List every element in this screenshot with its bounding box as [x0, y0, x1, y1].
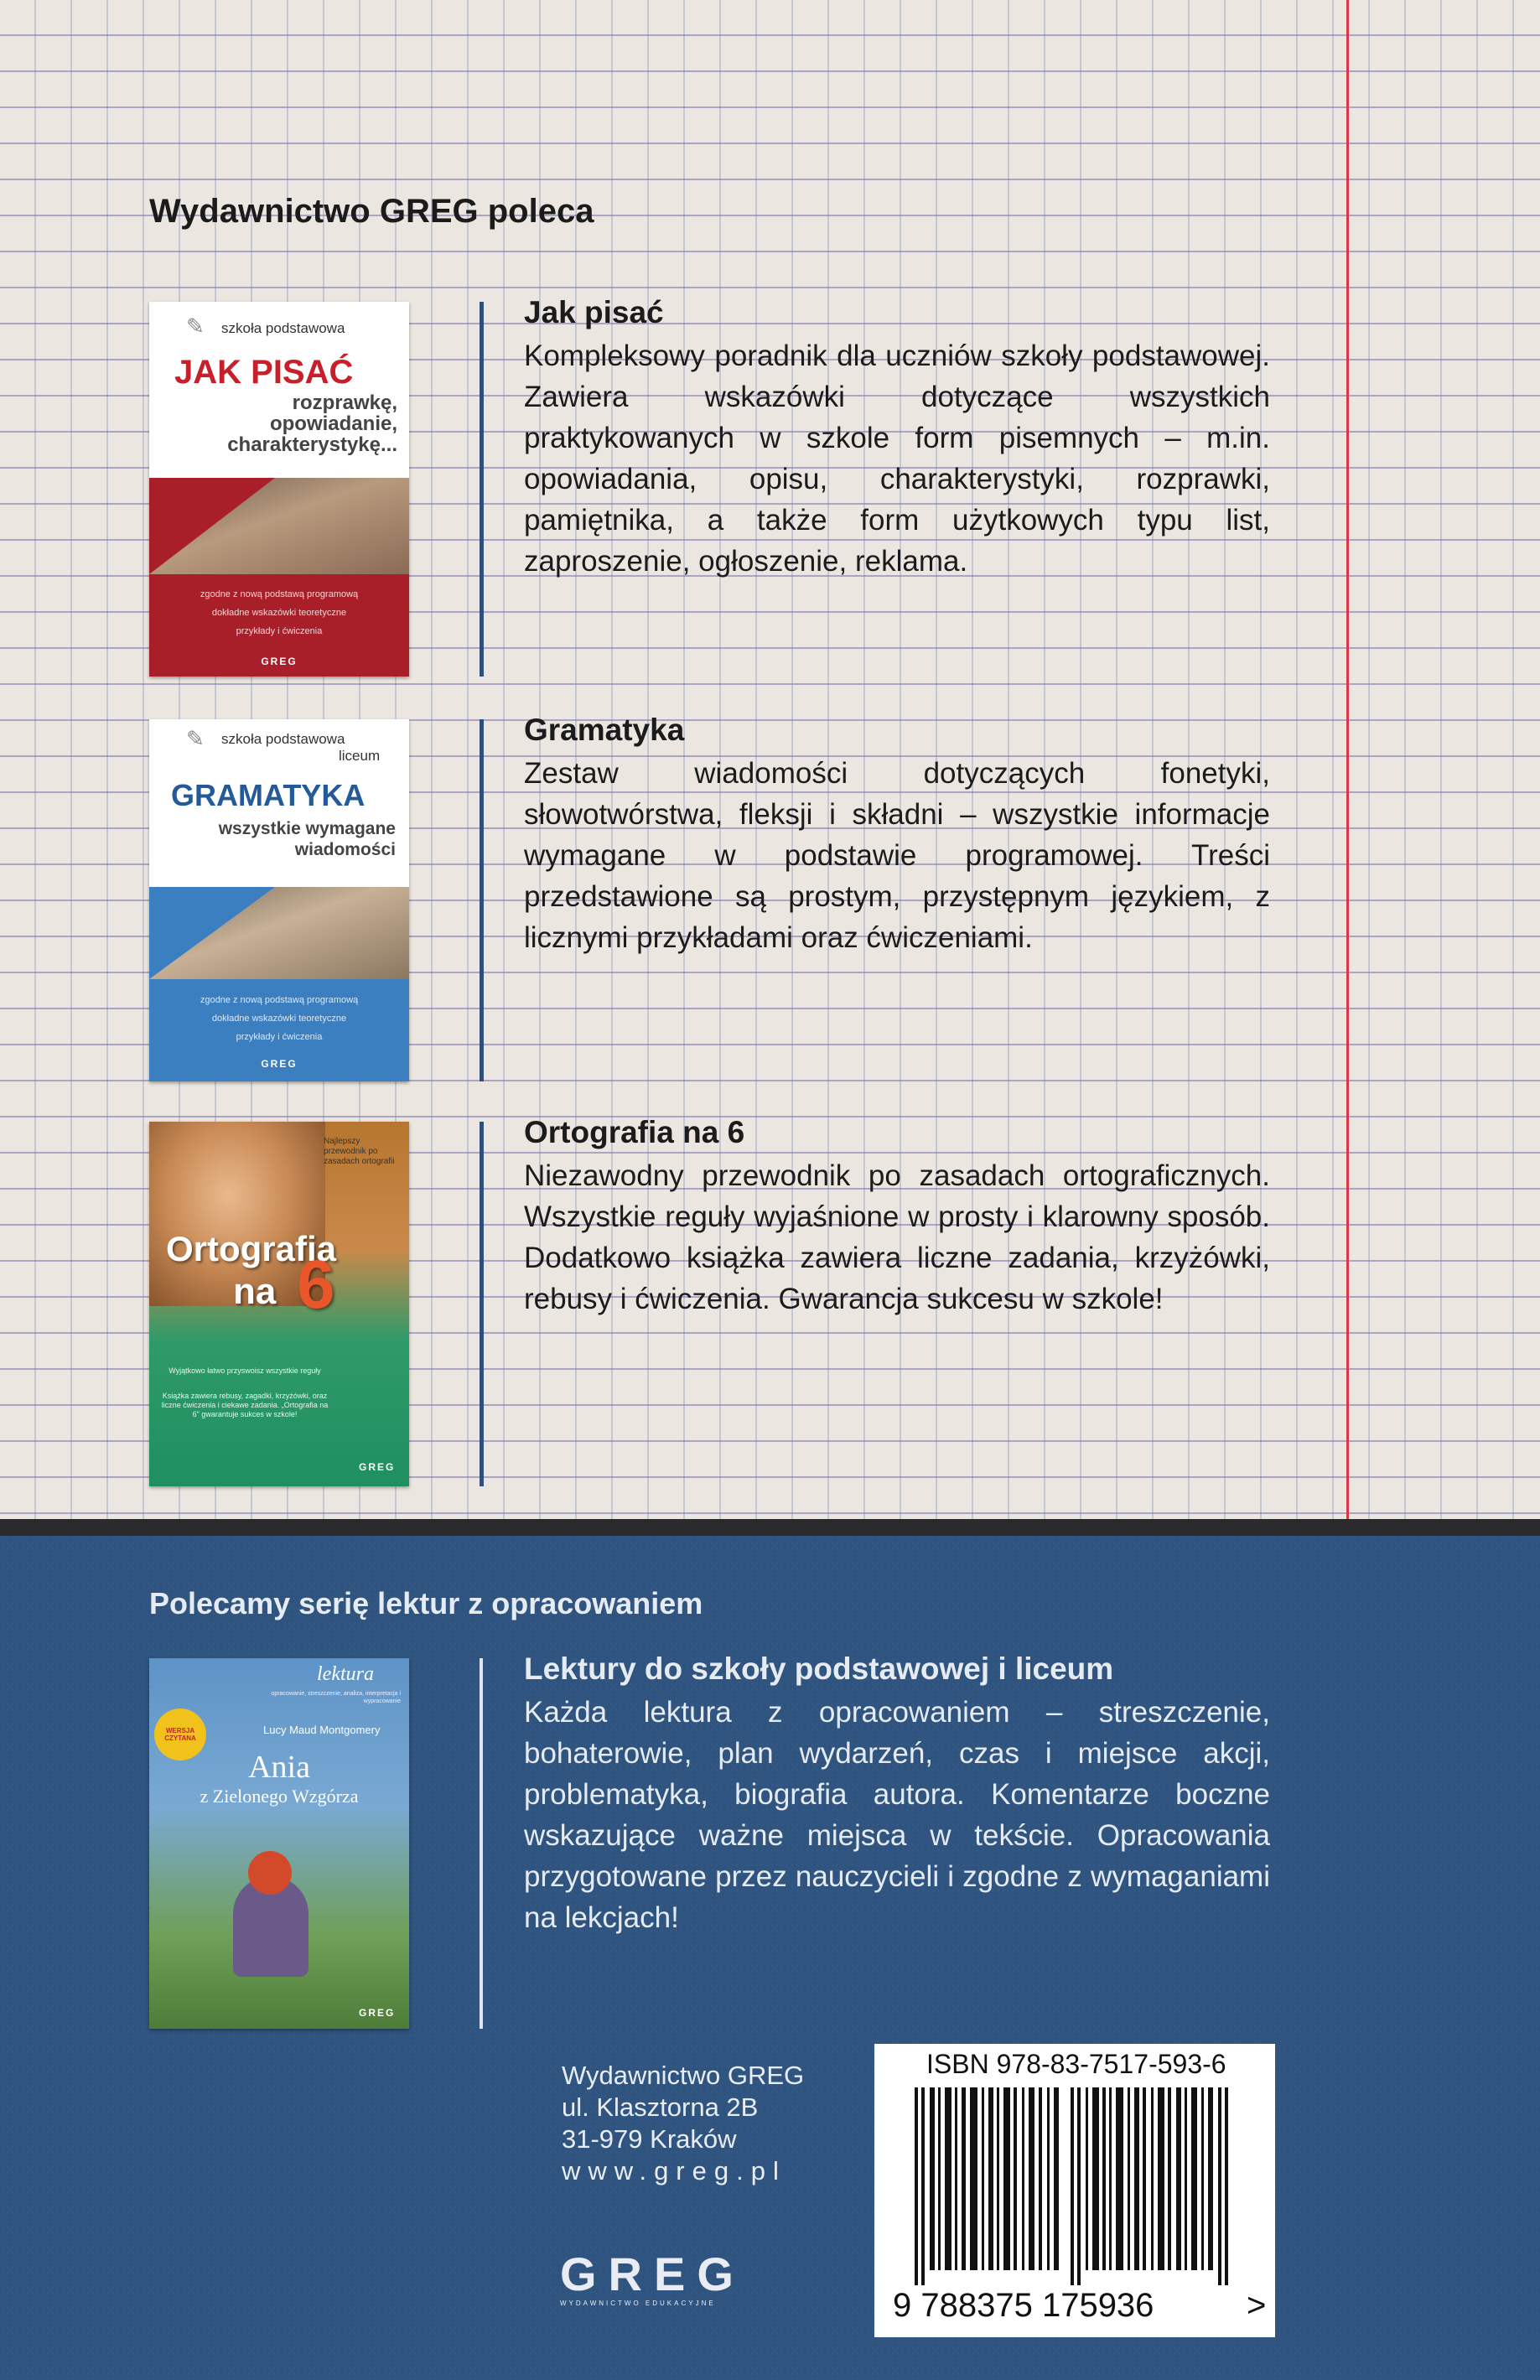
book-title: Ortografia na 6 [524, 1115, 745, 1149]
logo-text: GREG [560, 2248, 745, 2300]
cover-level-2: liceum [339, 748, 381, 764]
cover-publisher: GREG [359, 2007, 396, 2019]
cover-title: Ortografia [166, 1229, 337, 1268]
cover-title-na: na [233, 1271, 277, 1312]
barcode-icon [915, 2087, 1242, 2285]
publisher-address [562, 2060, 804, 2187]
cover-badge: WERSJA CZYTANA [154, 1709, 206, 1760]
vertical-separator [480, 302, 484, 677]
cover-bullet: przykłady i ćwiczenia [236, 626, 323, 636]
cover-text: Wyjątkowo łatwo przyswoisz wszystkie reguły [169, 1366, 321, 1375]
isbn-label: ISBN 978-83-7517-593-6 [926, 2049, 1226, 2079]
cover-title-six: 6 [297, 1247, 335, 1323]
cover-subtitle: z Zielonego Wzgórza [200, 1786, 359, 1807]
book-description-block [524, 295, 1270, 582]
cover-publisher: GREG [261, 1058, 298, 1070]
book-description: Niezawodny przewodnik po zasadach ortograficznych. Wszystkie reguły wyjaśnione w prosty i klarowny sposób. Dodatkowo książka zawiera liczne zadania, krzyżówki, rebusy i ćwiczenia. Gwarancja sukcesu w szkole! [524, 1159, 1270, 1315]
section-heading: Wydawnictwo GREG poleca [149, 193, 594, 230]
publisher-website: www.greg.pl [562, 2156, 786, 2186]
publisher-city: 31-979 Kraków [562, 2124, 737, 2154]
dark-divider-band [0, 1519, 1540, 1536]
quill-icon: ✎ [186, 726, 205, 751]
logo-subtext: WYDAWNICTWO EDUKACYJNE [560, 2300, 716, 2307]
publisher-street: ul. Klasztorna 2B [562, 2092, 759, 2122]
book-cover-jak-pisac [149, 302, 409, 677]
book-cover-ortografia [149, 1122, 409, 1486]
cover-title: Ania [248, 1750, 310, 1785]
barcode-digits: 9 788375 175936 [893, 2287, 1154, 2324]
cover-text: Książka zawiera rebusy, zagadki, krzyżówki, oraz liczne ćwiczenia i ciekawe zadania. „Ortografia na 6" gwarantuje sukces w szkole! [161, 1392, 329, 1418]
greg-logo [560, 2247, 745, 2307]
book-description-block [524, 1115, 1270, 1320]
book-description-block [524, 713, 1270, 958]
cover-title: JAK PISAĆ [174, 354, 354, 391]
cover-subtitle: wszystkie wymagane wiadomości [218, 819, 396, 859]
publisher-name: Wydawnictwo GREG [562, 2061, 805, 2090]
quill-icon: ✎ [186, 314, 205, 339]
vertical-separator [480, 1658, 483, 2029]
vertical-separator [480, 1122, 484, 1486]
cover-bullet: dokładne wskazówki teoretyczne [211, 1014, 347, 1024]
cover-series: lektura [317, 1663, 374, 1685]
series-description-block [524, 1651, 1270, 1938]
cover-title: GRAMATYKA [171, 778, 366, 812]
series-description: Każda lektura z opracowaniem – streszczenie, bohaterowie, plan wydarzeń, czas i miejsce akcji, problematyka, biografia autora. Komentarze boczne wskazujące ważne miejsca w tekście. Opracowania przygotowane przez nauczycieli i zgodne z wymaganiami na lekcjach! [524, 1696, 1270, 1934]
cover-series-sub: opracowanie, streszczenie, analiza, interpretacja i wypracowanie [271, 1691, 401, 1704]
cover-level: szkoła podstawowa [221, 320, 345, 336]
series-heading: Polecamy serię lektur z opracowaniem [149, 1586, 703, 1620]
red-margin-line [1346, 0, 1349, 1536]
cover-publisher: GREG [261, 656, 298, 667]
book-description: Zestaw wiadomości dotyczących fonetyki, słowotwórstwa, fleksji i składni – wszystkie informacje wymagane w podstawie programowej. Treści przedstawione są prostym, przystępnym językiem, z licznymi przykładami oraz ćwiczeniami. [524, 757, 1270, 954]
cover-author: Lucy Maud Montgomery [263, 1724, 381, 1736]
cover-blurb: Najlepszy przewodnik po zasadach ortografii [324, 1137, 395, 1166]
book-title: Jak pisać [524, 295, 664, 329]
series-title: Lektury do szkoły podstawowej i liceum [524, 1651, 1114, 1686]
vertical-separator [480, 719, 484, 1081]
cover-subtitle: rozprawkę, opowiadanie, charakterystykę... [227, 391, 397, 456]
cover-bullet: dokładne wskazówki teoretyczne [211, 608, 347, 618]
cover-bullet: przykłady i ćwiczenia [236, 1032, 323, 1042]
book-cover-gramatyka [149, 719, 409, 1081]
cover-bullet: zgodne z nową podstawą programową [200, 995, 359, 1005]
book-cover-ania [149, 1658, 409, 2029]
cover-bullet: zgodne z nową podstawą programową [200, 589, 359, 599]
isbn-barcode-box [874, 2044, 1275, 2337]
cover-level: szkoła podstawowa [221, 731, 345, 747]
book-description: Kompleksowy poradnik dla uczniów szkoły podstawowej. Zawiera wskazówki dotyczące wszystkich praktykowanych w szkole form pisemnych – m.in. opowiadania, opisu, charakterystyki, rozprawki, pamiętnika, a także form użytkowych typu list, zaproszenie, ogłoszenie, reklama. [524, 340, 1270, 578]
book-title: Gramatyka [524, 713, 685, 747]
cover-publisher: GREG [359, 1461, 396, 1473]
barcode-arrow: > [1247, 2287, 1267, 2324]
